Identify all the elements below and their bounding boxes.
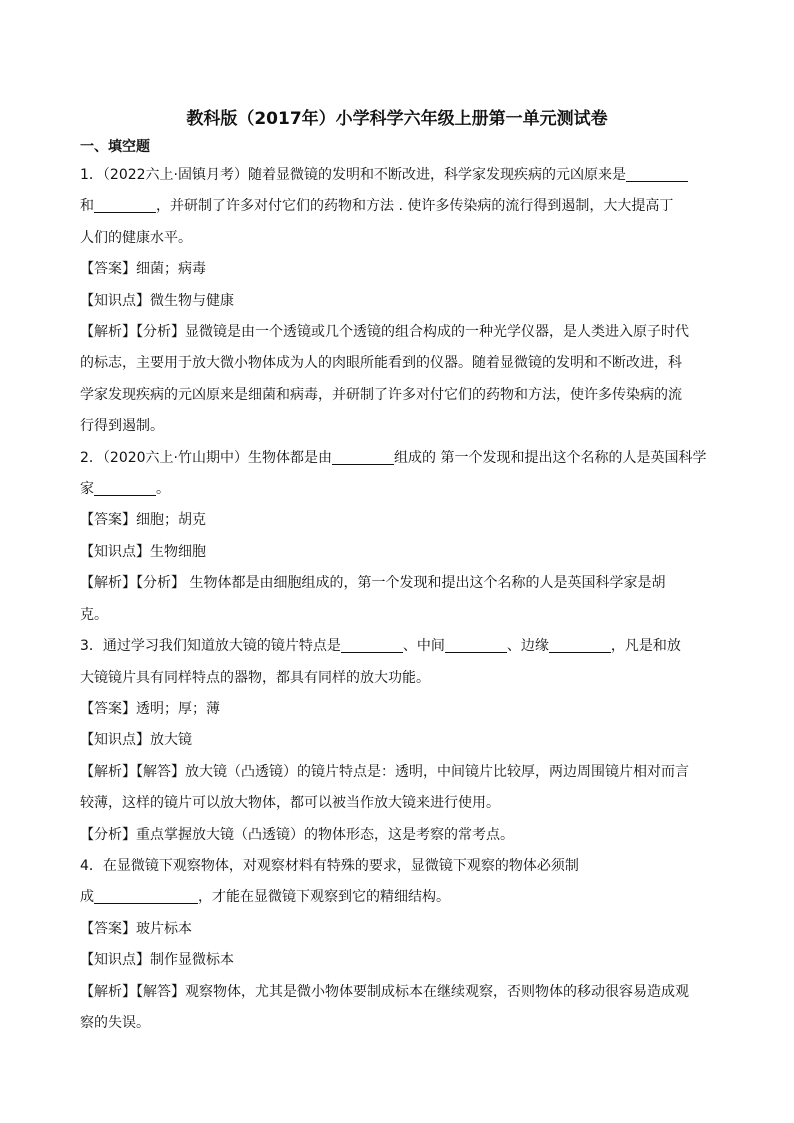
fenxi-tag: 【分析】 [80,826,136,843]
analysis-text: 显微镜是由一个透镜或几个透镜的组合构成的一种光学仪器，是人类进入原子时代 [185,324,689,341]
knowledge-text: 生物细胞 [150,543,206,560]
question-text: 和 [80,198,94,215]
fenxi-tag: 【分析】 [136,324,185,341]
question-text: 大镜镜片具有同样特点的器物，都具有同样的放大功能。 [80,669,430,686]
knowledge-text: 微生物与健康 [150,292,234,309]
analysis-text: 克。 [80,606,108,623]
question-text: ，才能在显微镜下观察到它的精细结构。 [198,889,450,906]
question-text: ，凡是和放 [610,638,681,655]
question-text: 。 [156,481,170,498]
answer-tag: 【答案】 [80,920,136,937]
analysis-line [80,977,720,1008]
question-text: 成 [80,889,94,906]
answer-text: 细胞；胡克 [136,512,206,529]
analysis-text: 放大镜（凸透镜）的镜片特点是：透明，中间镜片比较厚，两边周围镜片相对而言 [185,763,689,780]
answer-blank [341,634,403,653]
knowledge-tag: 【知识点】 [80,292,150,309]
knowledge-line [80,725,720,756]
analysis-tag: 【解析】 [80,324,136,341]
analysis-text: 较薄，这样的镜片可以放大物体，都可以被当作放大镜来进行使用。 [80,795,500,812]
question-text: 人们的健康水平。 [80,229,192,246]
knowledge-text: 制作显微标本 [150,952,234,969]
analysis-tag: 【解析】 [80,983,136,1000]
question-text: 3．通过学习我们知道放大镜的镜片特点是 [80,638,341,655]
knowledge-line [80,286,720,317]
question-text: 家 [80,481,94,498]
section-heading: 一、填空题 [80,139,150,155]
answer-blank [445,634,507,653]
answer-line [80,254,720,285]
knowledge-text: 放大镜 [150,732,192,749]
question-text: 、边缘 [506,638,549,655]
knowledge-tag: 【知识点】 [80,543,150,560]
answer-text: 玻片标本 [136,920,192,937]
analysis-line [80,568,720,599]
analysis-text: 察的失误。 [80,1014,150,1031]
answer-tag: 【答案】 [80,261,136,278]
answer-line [80,694,720,725]
fenxi-line [80,820,720,851]
answer-tag: 【答案】 [80,700,136,717]
answer-tag: 【答案】 [80,512,136,529]
analysis-line [80,757,720,788]
question-2 [80,443,720,631]
answer-line [80,505,720,536]
analysis-text: 学家发现疾病的元凶原来是细菌和病毒，并研制了许多对付它们的药物和方法，使许多传染病的流 [80,386,682,403]
question-text: 1．（2022六上·固镇月考）随着显微镜的发明和不断改进，科学家发现疾病的元凶原来是 [80,167,626,183]
analysis-line [80,317,720,348]
answer-blank [626,163,688,182]
knowledge-tag: 【知识点】 [80,952,150,969]
question-3 [80,631,720,851]
fenxi-tag: 【分析】 [136,575,185,592]
answer-blank [332,446,394,465]
jieda-tag: 【解答】 [136,983,185,1000]
question-4 [80,851,720,1039]
question-text: ，并研制了许多对付它们的药物和方法 . 使许多传染病的流行得到遏制，大大提高丁 [156,198,674,215]
knowledge-line [80,537,720,568]
analysis-tag: 【解析】 [80,763,136,780]
analysis-tag: 【解析】 [80,575,136,592]
jieda-tag: 【解答】 [136,763,185,780]
analysis-text: 行得到遏制。 [80,418,164,435]
answer-blank [549,634,611,653]
page-title: 教科版（2017年）小学科学六年级上册第一单元测试卷 [186,109,608,129]
question-text: 、中间 [402,638,445,655]
answer-blank [94,477,156,496]
question-text: 组成的 第一个发现和提出这个名称的人是英国科学 [394,449,707,466]
question-text: 2．（2020六上·竹山期中）生物体都是由 [80,449,332,466]
answer-blank [94,885,198,904]
analysis-text: 生物体都是由细胞组成的，第一个发现和提出这个名称的人是英国科学家是胡 [185,575,666,592]
question-list [80,160,720,1039]
analysis-text: 观察物体，尤其是微小物体要制成标本在继续观察，否则物体的移动很容易造成观 [185,983,689,1000]
knowledge-tag: 【知识点】 [80,732,150,749]
analysis-text: 的标志，主要用于放大微小物体成为人的肉眼所能看到的仪器。随着显微镜的发明和不断改进，科 [80,355,682,372]
fenxi-text: 重点掌握放大镜（凸透镜）的物体形态，这是考察的常考点。 [136,826,514,843]
question-1 [80,160,720,443]
answer-text: 透明；厚；薄 [136,700,220,717]
answer-blank [94,194,156,213]
knowledge-line [80,945,720,976]
answer-line [80,914,720,945]
answer-text: 细菌；病毒 [136,261,206,278]
question-text: 4．在显微镜下观察物体，对观察材料有特殊的要求，显微镜下观察的物体必须制 [80,857,579,874]
